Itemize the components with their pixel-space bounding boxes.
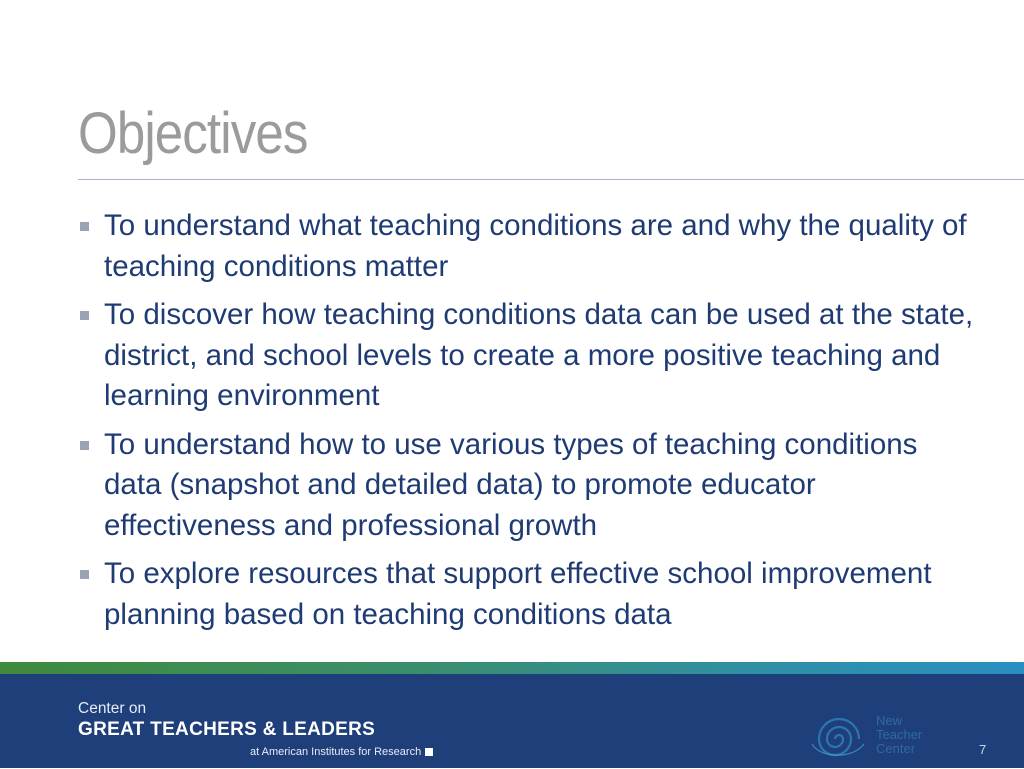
page-number: 7 (979, 742, 987, 757)
footer-stripe (0, 662, 1024, 674)
bullet-text: To explore resources that support effective school improvement planning based on teaching conditions data (104, 557, 932, 631)
list-item (78, 425, 978, 547)
bullet-text: To understand how to use various types of teaching conditions data (snapshot and detailed data) to promote educator effectiveness and professional growth (104, 427, 918, 542)
title-divider (78, 179, 1024, 180)
logo-line-2: GREAT TEACHERS & LEADERS (78, 719, 376, 740)
square-bullet-icon (80, 570, 89, 579)
ntc-logo (806, 714, 956, 764)
logo-line-1: Center on (78, 700, 147, 717)
square-bullet-icon (80, 441, 89, 450)
objectives-list (78, 206, 978, 643)
ntc-line-3: Center (876, 741, 916, 756)
bullet-text: To discover how teaching conditions data can be used at the state, district, and school levels to create a more positive teaching and learning environment (104, 298, 974, 412)
square-bullet-icon (80, 311, 89, 320)
ntc-wordmark (876, 714, 922, 756)
logo-line-3 (250, 746, 433, 758)
square-icon (425, 748, 433, 756)
logo-line-3-text: at American Institutes for Research (250, 746, 422, 758)
ntc-line-2: Teacher (876, 727, 923, 742)
list-item (78, 206, 978, 287)
square-bullet-icon (80, 222, 89, 231)
swirl-icon (806, 714, 872, 764)
gtl-logo (78, 700, 422, 758)
list-item (78, 554, 978, 635)
bullet-text: To understand what teaching conditions are and why the quality of teaching conditions matter (104, 209, 967, 283)
list-item (78, 295, 978, 417)
footer-band (0, 674, 1024, 768)
ntc-line-1: New (876, 713, 903, 728)
slide-title: Objectives (78, 101, 308, 166)
footer (0, 662, 1024, 768)
